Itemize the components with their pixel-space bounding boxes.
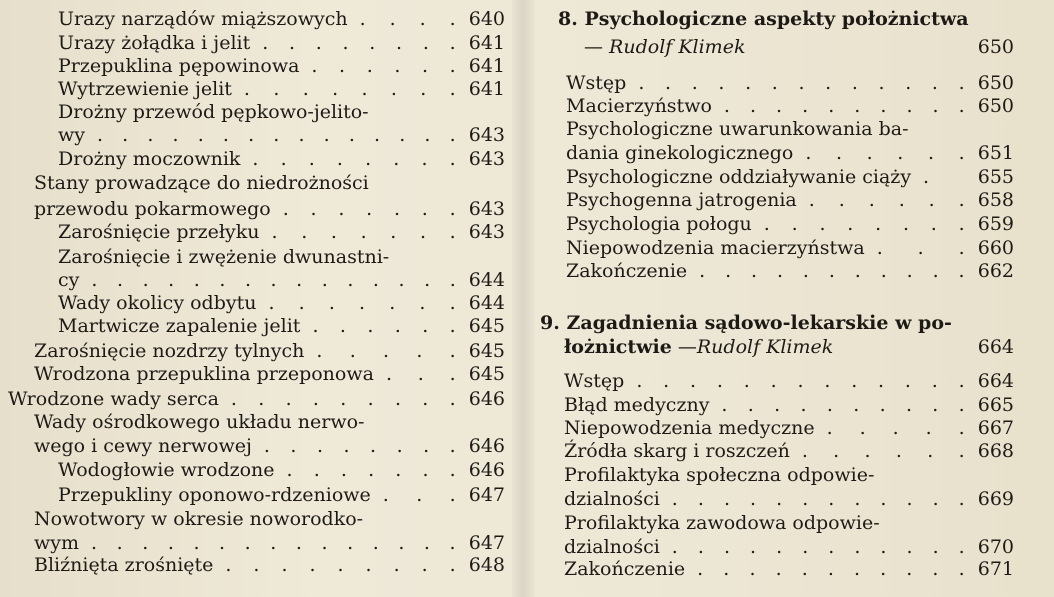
left-toc-leader-dots: . . . . . . . . (252, 148, 459, 170)
chapter-8-entry (566, 72, 1014, 94)
left-toc-entry-title: cy (58, 269, 80, 291)
chapter-9-entry (564, 417, 1014, 439)
left-toc-entry (58, 32, 505, 54)
chapter-8-entry-title: Zakończenie (566, 260, 688, 282)
chapter-9-entry-title: Profilaktyka zawodowa odpowie- (564, 512, 880, 534)
chapter-9-entry (564, 558, 1014, 580)
left-toc-entry-title: Wrodzona przepuklina przeponowa (34, 363, 374, 385)
left-toc-leader-dots: . . . . . . . . . (230, 388, 459, 410)
chapter-8-leader-dots: . . . . . . (805, 142, 968, 164)
left-toc-leader-dots: . . . (385, 363, 459, 385)
left-toc-entry-page: 645 (468, 340, 505, 362)
chapter-8-entry-title: Psychologiczne oddziaływanie ciąży (566, 166, 912, 188)
chapter-8-leader-dots: . (923, 166, 933, 188)
chapter-9-entry-title: Źródła skarg i roszczeń (564, 440, 790, 462)
chapter-8-entry (566, 166, 1014, 188)
left-toc-entry-page: 648 (468, 554, 505, 576)
left-toc-entry-title: Zarośnięcie przełyku (58, 221, 260, 243)
chapter-8-page: 650 (977, 36, 1014, 58)
left-toc-entry-page: 645 (468, 315, 505, 337)
chapter-9-entry-title: Wstęp (564, 370, 625, 392)
left-toc-entry (34, 554, 505, 576)
left-toc-entry (58, 269, 505, 291)
left-toc-entry-page: 640 (468, 8, 505, 30)
chapter-9-entry-title: Zakończenie (564, 558, 686, 580)
left-toc-entry (58, 246, 505, 268)
left-toc-entry-title: Stany prowadzące do niedrożności (34, 172, 369, 194)
chapter-9-leader-dots: . . . . . . . . . . (721, 394, 968, 416)
chapter-9-leader-dots: . . . . . . . . . . . (697, 558, 968, 580)
chapter-8-entry-title: Wstęp (566, 72, 627, 94)
chapter-9-heading (540, 312, 1014, 334)
chapter-8-entry (566, 95, 1014, 117)
chapter-9-number: 9. (540, 312, 560, 334)
left-toc-leader-dots: . . . . . . . . . . . . . . . (96, 124, 459, 146)
chapter-9-entry-title: Błąd medyczny (564, 394, 710, 416)
chapter-8-entry-page: 660 (977, 237, 1014, 259)
chapter-9-leader-dots: . . . . . . . . . . . . (671, 536, 968, 558)
left-toc-leader-dots: . . . . . . . . (243, 78, 459, 100)
chapter-9-entry-title: Niepowodzenia medyczne (564, 417, 815, 439)
chapter-8-entry-title: Macierzyństwo (566, 95, 712, 117)
chapter-8-entry-page: 662 (977, 260, 1014, 282)
chapter-8-entry (566, 142, 1014, 164)
chapter-9-entry-page: 664 (977, 370, 1014, 392)
left-toc-leader-dots: . . . . . . . . . (225, 554, 459, 576)
chapter-9-title-line2 (564, 336, 1014, 358)
chapter-9-entry (564, 370, 1014, 392)
chapter-9-entry-page: 667 (977, 417, 1014, 439)
chapter-9-entry-page: 671 (977, 558, 1014, 580)
chapter-9-entry-page: 665 (977, 394, 1014, 416)
chapter-8-entry-title: Psychogenna jatrogenia (566, 189, 797, 211)
left-toc-entry-title: Martwicze zapalenie jelit (58, 315, 301, 337)
chapter-8-entry (566, 237, 1014, 259)
left-toc-entry (34, 532, 505, 554)
left-toc-entry-title: Wady okolicy odbytu (58, 292, 257, 314)
left-toc-entry (58, 221, 505, 243)
left-toc-leader-dots: . . . . . . . (268, 292, 459, 314)
chapter-9-entry-page: 669 (977, 488, 1014, 510)
left-toc-entry-page: 646 (468, 388, 505, 410)
chapter-9-entry-title: dzialności (564, 536, 660, 558)
left-toc-leader-dots: . . . . . . (312, 315, 459, 337)
chapter-8-leader-dots: . . . . . . . . . . . (699, 260, 968, 282)
left-toc-entry-page: 641 (468, 78, 505, 100)
left-toc-entry (58, 459, 505, 481)
left-toc-entry-page: 646 (468, 459, 505, 481)
page-gutter (512, 0, 534, 597)
chapter-9-entry (564, 440, 1014, 462)
chapter-9-entry (564, 536, 1014, 558)
left-toc-entry (58, 148, 505, 170)
chapter-9-title-line1: Zagadnienia sądowo-lekarskie w po- (566, 312, 952, 334)
left-toc-entry (58, 315, 505, 337)
chapter-8-leader-dots: . . . . . . . . . . . . . (638, 72, 968, 94)
left-toc-leader-dots: . . . . . . . . . . . . . . . (91, 269, 459, 291)
chapter-8-leader-dots: . . . (876, 237, 968, 259)
left-toc-entry (34, 198, 505, 220)
chapter-8-entry-title: Psychologiczne uwarunkowania ba- (566, 118, 909, 140)
chapter-8-entry-page: 650 (977, 72, 1014, 94)
left-toc-entry-page: 646 (468, 435, 505, 457)
chapter-8-leader-dots: . . . . . . . . . . (723, 95, 968, 117)
left-toc-entry-title: Drożny przewód pępkowo-jelito- (58, 101, 369, 123)
left-toc-entry-page: 643 (468, 221, 505, 243)
left-toc-leader-dots: . . . . (359, 8, 459, 30)
chapter-8-entry-title: Psychologia połogu (566, 213, 752, 235)
left-toc-entry-page: 641 (468, 32, 505, 54)
left-toc-leader-dots: . . . . . . . (282, 198, 459, 220)
chapter-8-entry (566, 189, 1014, 211)
chapter-9-entry-title: Profilaktyka społeczna odpowie- (564, 464, 875, 486)
left-toc-entry-page: 644 (468, 269, 505, 291)
left-toc-entry-page: 643 (468, 198, 505, 220)
left-toc-entry-title: Przepuklina pępowinowa (58, 55, 300, 77)
left-toc-leader-dots: . . . . . . . . (263, 435, 459, 457)
left-toc-entry (34, 172, 505, 194)
left-toc-entry-title: Nowotwory w okresie noworodko- (34, 508, 364, 530)
chapter-9-leader-dots: . . . . . . (801, 440, 968, 462)
left-toc-entry (58, 292, 505, 314)
left-toc-entry-title: Wodogłowie wrodzone (58, 459, 275, 481)
chapter-8-entry-page: 651 (977, 142, 1014, 164)
left-toc-entry (8, 388, 505, 410)
chapter-9-entry (564, 464, 1014, 486)
chapter-8-leader-dots: . . . . . . . . (763, 213, 968, 235)
left-toc-entry-title: Wytrzewienie jelit (58, 78, 232, 100)
left-toc-leader-dots: . . . . . . . (286, 459, 459, 481)
left-toc-entry-title: Urazy żołądka i jelit (58, 32, 251, 54)
chapter-8-entry-page: 658 (977, 189, 1014, 211)
chapter-8-entry (566, 260, 1014, 282)
chapter-9-entry-title: dzialności (564, 488, 660, 510)
left-toc-leader-dots: . . . . . . . . (262, 32, 459, 54)
chapter-8-number: 8. (558, 8, 578, 30)
left-toc-leader-dots: . . . . . . . . . . . . . . . (91, 532, 459, 554)
left-toc-entry (58, 8, 505, 30)
left-toc-entry-page: 647 (468, 484, 505, 506)
left-toc-entry (34, 508, 505, 530)
left-toc-entry (34, 340, 505, 362)
left-toc-entry-title: Drożny moczownik (58, 148, 241, 170)
chapter-9-entry-page: 668 (977, 440, 1014, 462)
left-toc-entry-title: wego i cewy nerwowej (34, 435, 252, 457)
chapter-8-entry-title: Niepowodzenia macierzyństwa (566, 237, 865, 259)
chapter-9-title-line2-text: łożnictwie (564, 336, 672, 358)
chapter-8-entry-page: 655 (977, 166, 1014, 188)
chapter-9-entry-page: 670 (977, 536, 1014, 558)
left-toc-leader-dots: . . . (382, 484, 459, 506)
chapter-9-entry (564, 512, 1014, 534)
left-toc-entry-title: Wady ośrodkowego układu nerwo- (34, 411, 365, 433)
left-toc-entry-title: Wrodzone wady serca (8, 388, 219, 410)
chapter-9-leader-dots: . . . . . (826, 417, 968, 439)
chapter-8-leader-dots: . . . . . . (808, 189, 968, 211)
left-toc-entry (58, 101, 505, 123)
chapter-8-dash: — (584, 36, 603, 58)
chapter-8-heading (558, 8, 1014, 30)
left-toc-entry-title: Zarośnięcie nozdrzy tylnych (34, 340, 305, 362)
left-toc-entry (34, 363, 505, 385)
chapter-8-title: Psychologiczne aspekty położnictwa (584, 8, 969, 30)
left-toc-leader-dots: . . . . . (316, 340, 459, 362)
left-toc-leader-dots: . . . . . . . (271, 221, 459, 243)
left-toc-entry-page: 644 (468, 292, 505, 314)
chapter-9-page: 664 (977, 336, 1014, 358)
left-toc-entry-title: wy (58, 124, 85, 146)
chapter-9-author: Rudolf Klimek (696, 336, 834, 358)
chapter-8-entry (566, 118, 1014, 140)
left-toc-entry (58, 484, 505, 506)
left-toc-entry-title: Zarośnięcie i zwężenie dwunastni- (58, 246, 390, 268)
left-toc-entry-title: wym (34, 532, 80, 554)
left-toc-entry-page: 643 (468, 148, 505, 170)
chapter-8-author-line (584, 36, 1014, 58)
chapter-8-entry-page: 659 (977, 213, 1014, 235)
chapter-9-leader-dots: . . . . . . . . . . . . . (636, 370, 968, 392)
left-toc-entry-title: Urazy narządów miąższowych (58, 8, 348, 30)
left-toc-entry-title: Przepukliny oponowo-rdzeniowe (58, 484, 371, 506)
chapter-9-leader-dots: . . . . . . . . . . . . (671, 488, 968, 510)
left-toc-entry-page: 643 (468, 124, 505, 146)
chapter-8-author: Rudolf Klimek (609, 36, 746, 58)
left-toc-entry-page: 645 (468, 363, 505, 385)
chapter-8-entry (566, 213, 1014, 235)
left-toc-entry (58, 78, 505, 100)
left-toc-entry (34, 435, 505, 457)
left-toc-entry (58, 55, 505, 77)
left-toc-entry-title: przewodu pokarmowego (34, 198, 271, 220)
left-toc-entry-title: Bliźnięta zrośnięte (34, 554, 214, 576)
left-toc-entry-page: 641 (468, 55, 505, 77)
chapter-8-entry-page: 650 (977, 95, 1014, 117)
left-toc-leader-dots: . . . . . . (311, 55, 459, 77)
left-toc-entry (34, 411, 505, 433)
left-toc-entry-page: 647 (468, 532, 505, 554)
chapter-9-entry (564, 394, 1014, 416)
left-toc-entry (58, 124, 505, 146)
chapter-9-entry (564, 488, 1014, 510)
chapter-8-entry-title: dania ginekologicznego (566, 142, 794, 164)
chapter-9-dash: — (677, 336, 697, 358)
